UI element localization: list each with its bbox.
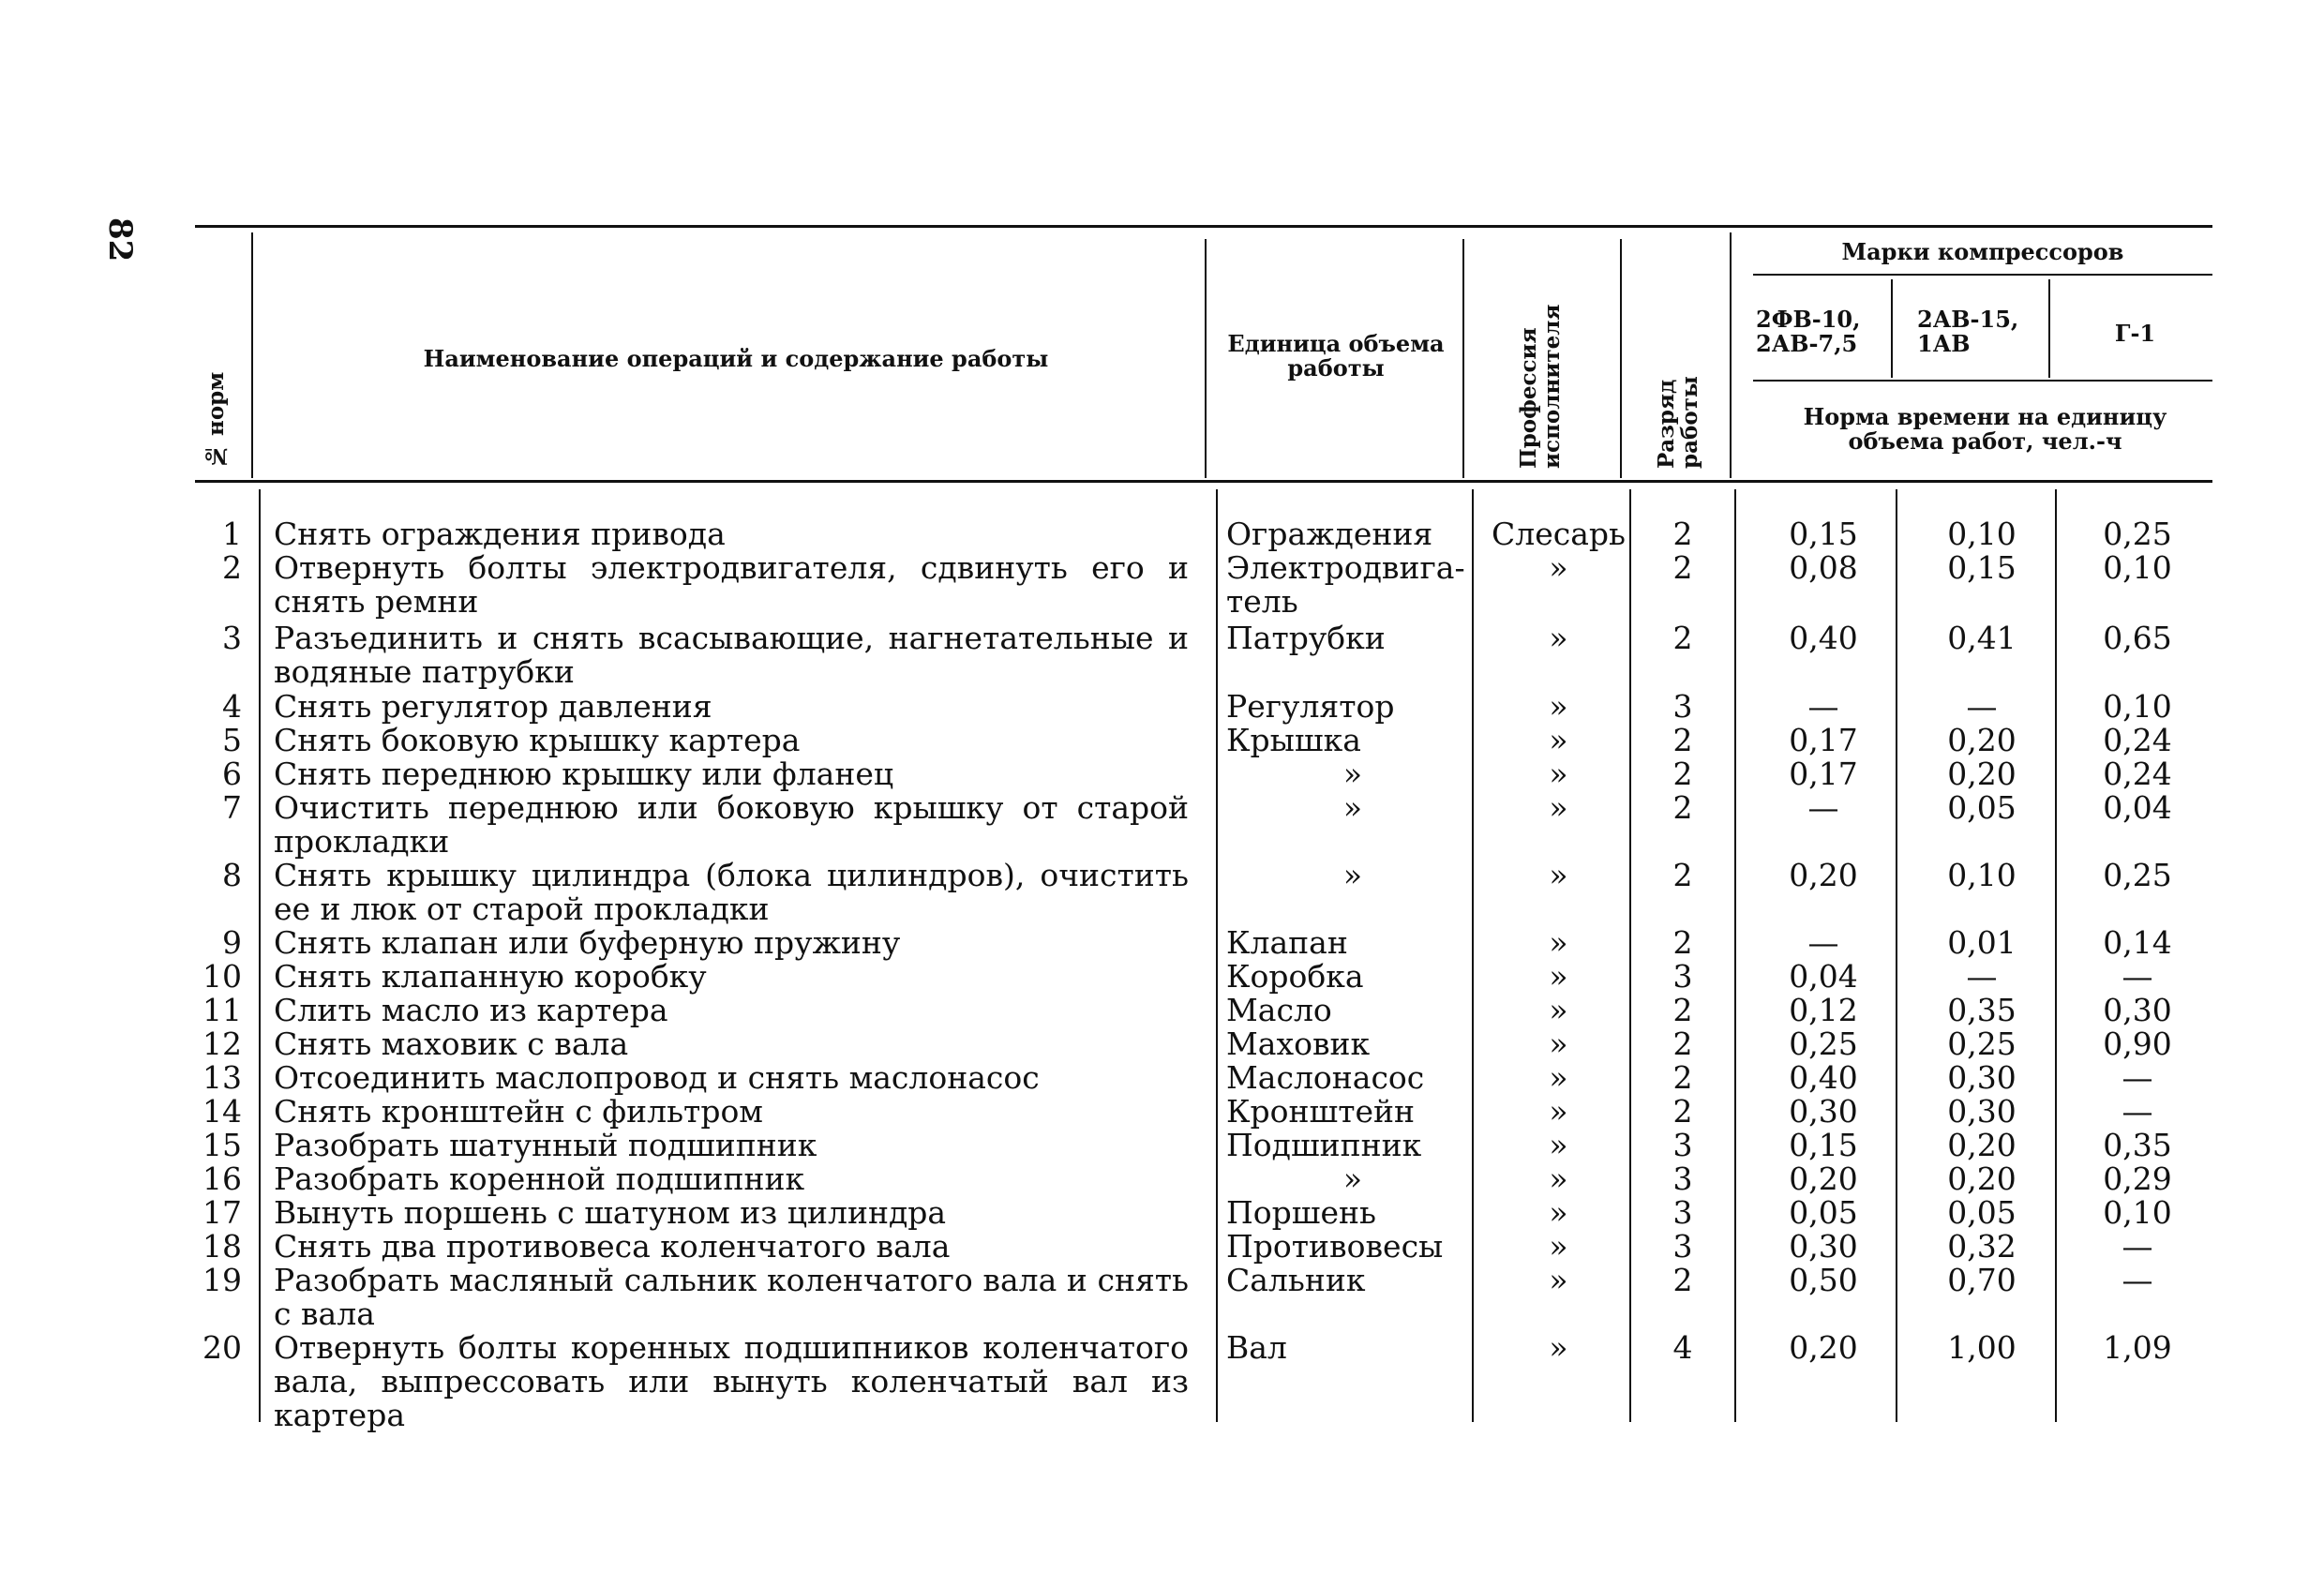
unit-text: Поршень [1226,1194,1376,1231]
norm-brand2: 0,41 [1947,620,2017,656]
rank-value: 2 [1672,620,1693,656]
operation-text: Снять клапанную коробку [274,958,707,995]
operation-text: Снять крышку цилиндра (блока цилиндров), очистить ее и люк от старой прокладки [274,857,1189,927]
row-number: 14 [202,1093,242,1130]
unit-text: Ограждения [1226,516,1433,552]
norm-brand3: 0,90 [2103,1026,2172,1062]
rank-value: 2 [1672,549,1693,586]
norm-brand3: 0,10 [2103,1194,2172,1231]
row-number: 4 [222,688,242,725]
rank-value: 4 [1672,1329,1693,1366]
profession-text: » [1549,1262,1568,1298]
header-rank: Разряд работы [1654,376,1702,469]
header-bottom-rule [195,480,2212,483]
rank-value: 2 [1672,756,1693,792]
profession-text: » [1549,620,1568,656]
row-number: 9 [222,924,242,961]
profession-text: Слесарь [1492,516,1626,552]
unit-text: Вал [1226,1329,1287,1366]
operation-text: Отвернуть болты коренных подшипников коленчатого вала, выпрессовать или вынуть коленчатый вал из картера [274,1329,1189,1433]
norm-brand2: 0,32 [1947,1228,2017,1265]
row-number: 5 [222,722,242,758]
operation-text: Очистить переднюю или боковую крышку от старой прокладки [274,789,1189,860]
body-divider [2055,489,2057,1422]
norm-brand2: 0,20 [1947,756,2017,792]
row-number: 3 [222,620,242,656]
operation-text: Снять регулятор давления [274,688,712,725]
unit-text: Противовесы [1226,1228,1444,1265]
rank-value: 2 [1672,1026,1693,1062]
rank-value: 2 [1672,1262,1693,1298]
norm-brand3: 0,24 [2103,756,2172,792]
unit-text: Маховик [1226,1026,1371,1062]
row-number: 12 [202,1026,242,1062]
profession-text: » [1549,756,1568,792]
norm-brand2: 0,70 [1947,1262,2017,1298]
norm-brand1: — [1807,924,1839,961]
rank-value: 3 [1672,1228,1693,1265]
norm-brand1: 0,17 [1789,756,1858,792]
profession-text: » [1549,1059,1568,1096]
header-divider [1730,232,1732,478]
norm-brand3: 0,25 [2103,857,2172,893]
profession-text: » [1549,924,1568,961]
brands-underline [1753,274,2212,276]
unit-text: Сальник [1226,1262,1366,1298]
norm-brand2: 0,01 [1947,924,2017,961]
norm-brand1: 0,15 [1789,516,1858,552]
unit-text: » [1342,756,1363,792]
norm-brand3: — [2122,1059,2153,1096]
operation-text: Снять кронштейн с фильтром [274,1093,763,1130]
unit-text: » [1342,857,1363,893]
norm-brand2: 0,05 [1947,1194,2017,1231]
row-number: 18 [202,1228,242,1265]
rank-value: 2 [1672,516,1693,552]
operation-text: Снять маховик с вала [274,1026,629,1062]
profession-text: » [1549,722,1568,758]
rank-value: 3 [1672,958,1693,995]
norm-brand1: 0,20 [1789,1160,1858,1197]
unit-text: » [1342,789,1363,826]
row-number: 17 [202,1194,242,1231]
operation-text: Снять ограждения привода [274,516,726,552]
operation-text: Слить масло из картера [274,992,668,1028]
profession-text: » [1549,1093,1568,1130]
norm-brand2: 0,10 [1947,516,2017,552]
norm-brand3: 0,04 [2103,789,2172,826]
row-number: 6 [222,756,242,792]
header-divider [1462,239,1464,478]
norm-brand1: — [1807,789,1839,826]
norm-brand2: 0,05 [1947,789,2017,826]
norm-brand1: 0,20 [1789,1329,1858,1366]
header-num: № норм [203,371,229,469]
operation-text: Разобрать коренной подшипник [274,1160,805,1197]
profession-text: » [1549,1026,1568,1062]
unit-text: Регулятор [1226,688,1395,725]
unit-text: Маслонасос [1226,1059,1425,1096]
norm-brand1: 0,08 [1789,549,1858,586]
unit-text: Подшипник [1226,1127,1422,1163]
norm-brand1: 0,05 [1789,1194,1858,1231]
norm-brand3: — [2122,1262,2153,1298]
header-brand3: Г-1 [2114,320,2156,347]
profession-text: » [1549,992,1568,1028]
norm-brand1: 0,40 [1789,1059,1858,1096]
norm-brand1: 0,40 [1789,620,1858,656]
row-number: 8 [222,857,242,893]
norm-brand3: 0,29 [2103,1160,2172,1197]
operation-text: Снять переднюю крышку или фланец [274,756,894,792]
profession-text: » [1549,789,1568,826]
header-divider [1891,279,1893,378]
profession-text: » [1549,688,1568,725]
body-divider [1896,489,1897,1422]
norm-brand1: 0,04 [1789,958,1858,995]
norm-brand3: 0,24 [2103,722,2172,758]
unit-text: Патрубки [1226,620,1386,656]
norm-brand3: — [2122,958,2153,995]
header-brand2: 2АВ-15, 1АВ [1917,306,2019,357]
rank-value: 2 [1672,789,1693,826]
operation-text: Отвернуть болты электродвигателя, сдвинуть его и снять ремни [274,549,1189,620]
norm-brand3: — [2122,1228,2153,1265]
norm-brand2: 0,15 [1947,549,2017,586]
norm-brand3: 0,14 [2103,924,2172,961]
norm-brand2: 0,35 [1947,992,2017,1028]
norm-brand2: 0,10 [1947,857,2017,893]
profession-text: » [1549,1228,1568,1265]
operation-text: Отсоединить маслопровод и снять маслонасос [274,1059,1040,1096]
row-number: 15 [202,1127,242,1163]
profession-text: » [1549,1160,1568,1197]
norm-brand3: 0,30 [2103,992,2172,1028]
row-number: 20 [202,1329,242,1366]
body-divider [1216,489,1218,1422]
norm-brand2: 0,20 [1947,722,2017,758]
norm-brand3: 0,10 [2103,549,2172,586]
operation-text: Разобрать шатунный подшипник [274,1127,817,1163]
rank-value: 3 [1672,1160,1693,1197]
norm-brand1: 0,17 [1789,722,1858,758]
operation-text: Разъединить и снять всасывающие, нагнетательные и водяные патрубки [274,620,1189,690]
header-divider [1205,239,1207,478]
norm-brand3: 0,10 [2103,688,2172,725]
norm-brand2: 0,20 [1947,1127,2017,1163]
operation-text: Снять боковую крышку картера [274,722,801,758]
operation-text: Вынуть поршень с шатуном из цилиндра [274,1194,947,1231]
row-number: 7 [222,789,242,826]
rank-value: 2 [1672,1093,1693,1130]
header-operation: Наименование операций и содержание работы [423,345,1049,372]
row-number: 1 [222,516,242,552]
norm-brand3: 0,25 [2103,516,2172,552]
norm-brand2: 0,30 [1947,1059,2017,1096]
norm-brand1: 0,50 [1789,1262,1858,1298]
rank-value: 2 [1672,857,1693,893]
profession-text: » [1549,549,1568,586]
row-number: 11 [202,992,242,1028]
norm-brand1: 0,30 [1789,1228,1858,1265]
body-divider [1734,489,1736,1422]
header-unit: Единица объема работы [1227,330,1445,382]
profession-text: » [1549,1329,1568,1366]
norm-brand1: 0,25 [1789,1026,1858,1062]
rank-value: 2 [1672,1059,1693,1096]
page-number: 82 [101,217,139,262]
row-number: 10 [202,958,242,995]
unit-text: Кронштейн [1226,1093,1415,1130]
operation-text: Снять два противовеса коленчатого вала [274,1228,951,1265]
operation-text: Снять клапан или буферную пружину [274,924,901,961]
brand-names-underline [1753,380,2212,382]
rank-value: 2 [1672,992,1693,1028]
norm-brand2: 1,00 [1947,1329,2017,1366]
unit-text: Клапан [1226,924,1348,961]
header-brand1: 2ФВ-10, 2АВ-7,5 [1756,306,1861,357]
norm-brand1: 0,15 [1789,1127,1858,1163]
row-number: 16 [202,1160,242,1197]
unit-text: Коробка [1226,958,1364,995]
header-norm: Норма времени на единицу объема работ, чел.-ч [1803,403,2167,455]
rank-value: 2 [1672,722,1693,758]
norm-brand3: 1,09 [2103,1329,2172,1366]
rank-value: 2 [1672,924,1693,961]
norm-brand2: 0,25 [1947,1026,2017,1062]
header-divider [251,232,253,478]
operation-text: Разобрать масляный сальник коленчатого вала и снять с вала [274,1262,1189,1332]
table-top-rule [195,225,2212,228]
norm-brand2: — [1966,688,1998,725]
unit-text: » [1342,1160,1363,1197]
norm-brand1: 0,12 [1789,992,1858,1028]
profession-text: » [1549,857,1568,893]
norm-brand3: 0,35 [2103,1127,2172,1163]
row-number: 13 [202,1059,242,1096]
profession-text: » [1549,1194,1568,1231]
unit-text: Крышка [1226,722,1361,758]
norm-brand1: 0,20 [1789,857,1858,893]
header-divider [1620,239,1622,478]
row-number: 2 [222,549,242,586]
norm-brand2: 0,30 [1947,1093,2017,1130]
norm-brand3: 0,65 [2103,620,2172,656]
norm-brand3: — [2122,1093,2153,1130]
header-profession: Профессия исполнителя [1516,304,1565,469]
unit-text: Электродвига-тель [1226,549,1465,620]
row-number: 19 [202,1262,242,1298]
profession-text: » [1549,958,1568,995]
rank-value: 3 [1672,688,1693,725]
header-brands: Марки компрессоров [1841,238,2124,265]
body-divider [259,489,261,1422]
profession-text: » [1549,1127,1568,1163]
norm-brand1: 0,30 [1789,1093,1858,1130]
rank-value: 3 [1672,1194,1693,1231]
header-divider [2048,279,2050,378]
norm-brand2: 0,20 [1947,1160,2017,1197]
unit-text: Масло [1226,992,1332,1028]
norm-brand2: — [1966,958,1998,995]
norm-brand1: — [1807,688,1839,725]
rank-value: 3 [1672,1127,1693,1163]
